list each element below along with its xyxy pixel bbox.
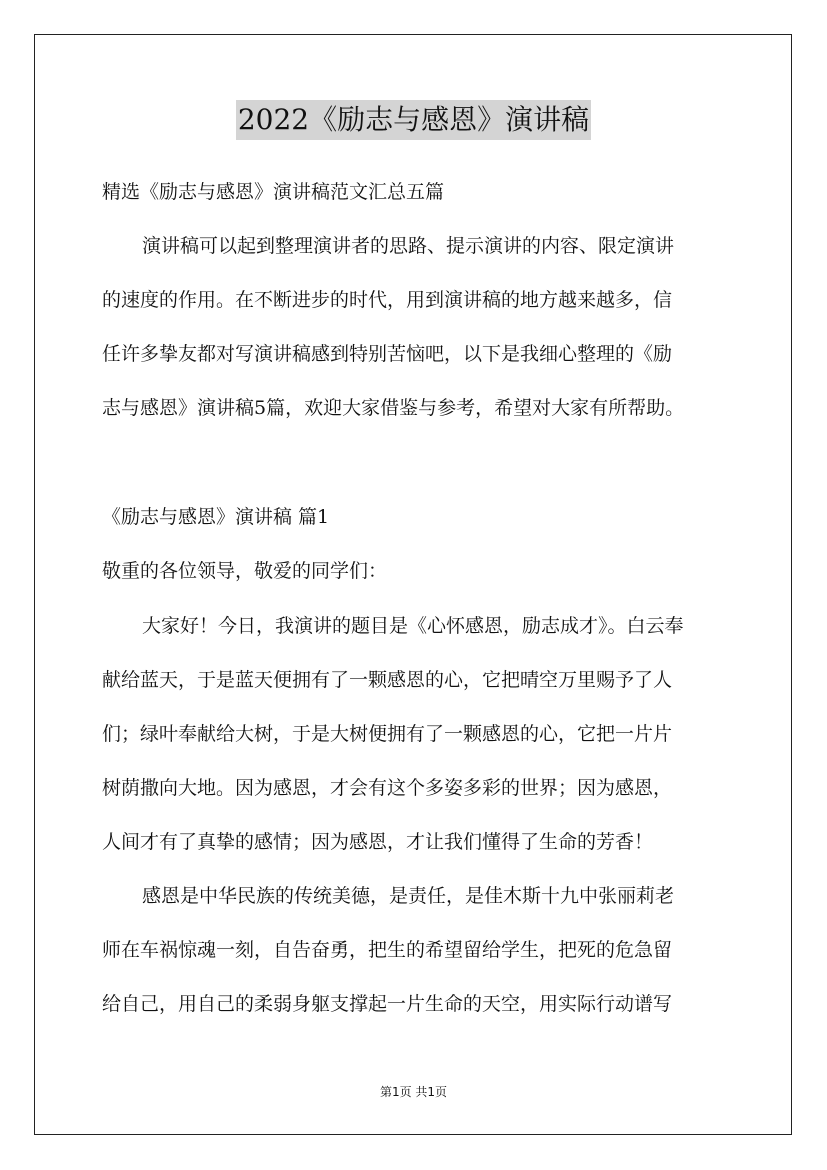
para2-line-3: 给自己，用自己的柔弱身躯支撑起一片生命的天空，用实际行动谱写	[102, 993, 673, 1015]
para2-line-2: 师在车祸惊魂一刻，自告奋勇，把生的希望留给学生，把死的危急留	[102, 939, 673, 961]
page-footer: 第1页 共1页	[379, 1085, 448, 1099]
para2-line-1: 感恩是中华民族的传统美德，是责任，是佳木斯十九中张丽莉老	[142, 885, 675, 907]
greeting: 敬重的各位领导，敬爱的同学们：	[102, 560, 388, 582]
section-heading: 《励志与感恩》演讲稿 篇1	[102, 506, 330, 528]
intro-line-4: 志与感恩》演讲稿5篇，欢迎大家借鉴与参考，希望对大家有所帮助。	[102, 397, 685, 419]
intro-line-1: 演讲稿可以起到整理演讲者的思路、提示演讲的内容、限定演讲	[142, 235, 675, 257]
para1-line-2: 献给蓝天，于是蓝天便拥有了一颗感恩的心，它把晴空万里赐予了人	[102, 669, 673, 691]
title-container	[0, 100, 827, 140]
para1-line-1: 大家好！今日，我演讲的题目是《心怀感恩，励志成才》。白云奉	[142, 615, 684, 637]
para1-line-5: 人间才有了真挚的感情；因为感恩，才让我们懂得了生命的芳香！	[102, 831, 654, 853]
intro-line-2: 的速度的作用。在不断进步的时代，用到演讲稿的地方越来越多，信	[102, 289, 673, 311]
document-title: 2022《励志与感恩》演讲稿	[236, 100, 591, 140]
subtitle: 精选《励志与感恩》演讲稿范文汇总五篇	[102, 181, 445, 203]
para1-line-4: 树荫撒向大地。因为感恩，才会有这个多姿多彩的世界；因为感恩，	[102, 777, 673, 799]
intro-line-3: 任许多挚友都对写演讲稿感到特别苦恼吧，以下是我细心整理的《励	[102, 343, 673, 365]
para1-line-3: 们；绿叶奉献给大树，于是大树便拥有了一颗感恩的心，它把一片片	[102, 723, 673, 745]
